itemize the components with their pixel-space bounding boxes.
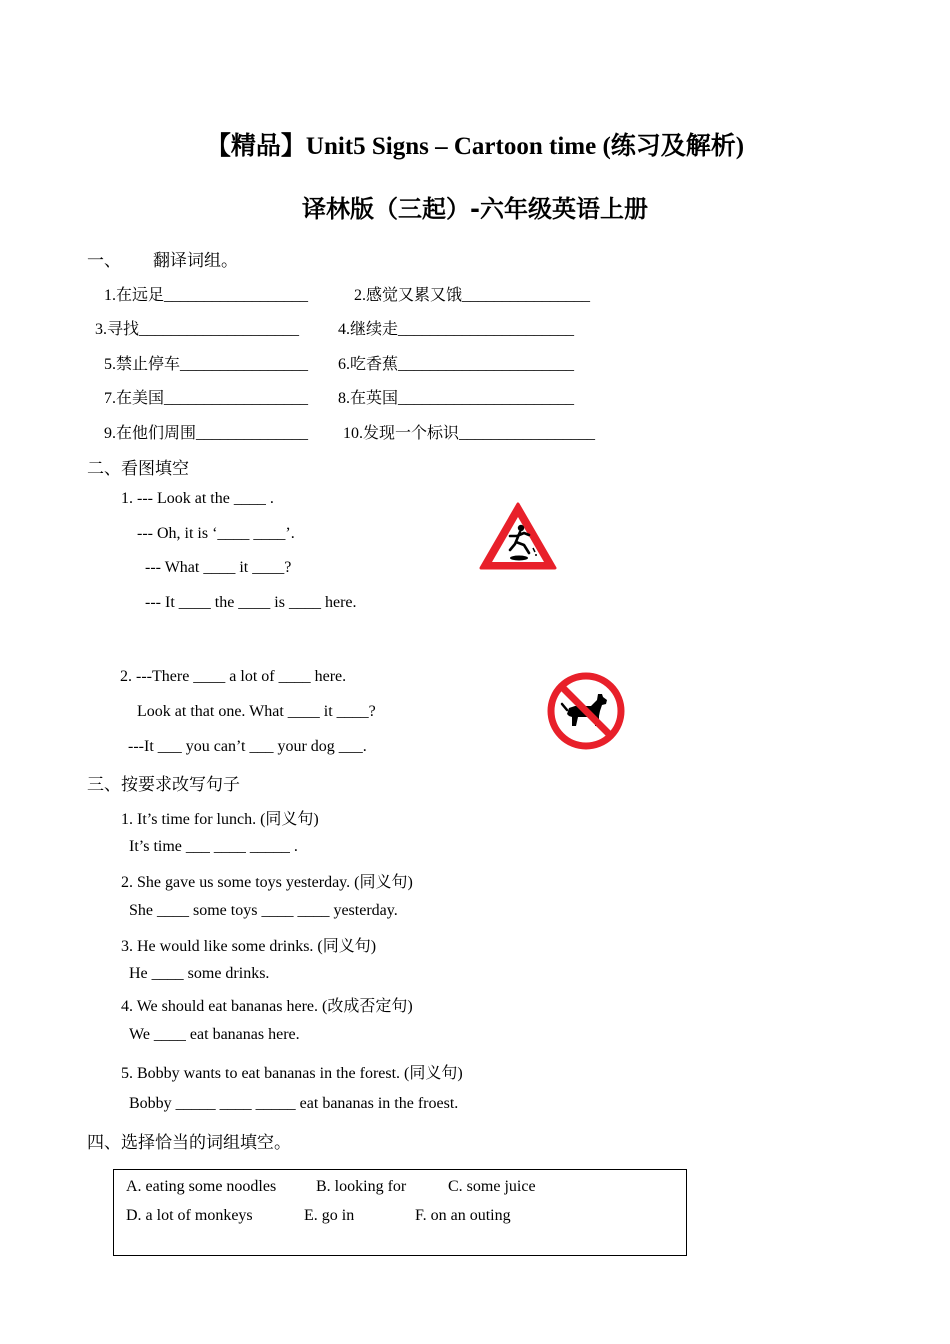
option-c: C. some juice — [448, 1178, 536, 1195]
rewrite-question-5: 5. Bobby wants to eat bananas in the forest. (同义句) — [121, 1065, 463, 1082]
section1-heading: 翻译词组。 — [153, 251, 238, 271]
translate-item-4: 4.继续走______________________ — [338, 321, 575, 338]
rewrite-question-1: 1. It’s time for lunch. (同义句) — [121, 811, 319, 828]
q1-line-3: --- What ____ it ____? — [145, 559, 292, 576]
rewrite-answer-1: It’s time ___ ____ _____ . — [129, 838, 298, 855]
translate-item-10: 10.发现一个标识_________________ — [343, 425, 596, 442]
slippery-warning-sign-icon — [477, 500, 559, 572]
rewrite-question-2: 2. She gave us some toys yesterday. (同义句) — [121, 874, 413, 891]
page-title: 【精品】Unit5 Signs – Cartoon time (练习及解析) — [205, 133, 745, 160]
q1-line-4: --- It ____ the ____ is ____ here. — [145, 594, 357, 611]
rewrite-question-3: 3. He would like some drinks. (同义句) — [121, 938, 377, 955]
rewrite-answer-2: She ____ some toys ____ ____ yesterday. — [129, 902, 398, 919]
translate-item-8: 8.在英国______________________ — [338, 390, 575, 407]
translate-item-9: 9.在他们周围______________ — [104, 425, 309, 442]
rewrite-answer-4: We ____ eat bananas here. — [129, 1026, 300, 1043]
option-b: B. looking for — [316, 1178, 407, 1195]
q2-line-1: 2. ---There ____ a lot of ____ here. — [120, 668, 347, 685]
options-box — [113, 1169, 687, 1256]
rewrite-question-4: 4. We should eat bananas here. (改成否定句) — [121, 998, 413, 1015]
translate-item-5: 5.禁止停车________________ — [104, 356, 309, 373]
translate-item-1: 1.在远足__________________ — [104, 287, 309, 304]
section2-heading: 二、看图填空 — [87, 459, 189, 479]
translate-item-7: 7.在美国__________________ — [104, 390, 309, 407]
q2-line-3: ---It ___ you can’t ___ your dog ___. — [128, 738, 367, 755]
option-a: A. eating some noodles — [126, 1178, 277, 1195]
rewrite-answer-5: Bobby _____ ____ _____ eat bananas in the froest. — [129, 1095, 459, 1112]
option-d: D. a lot of monkeys — [126, 1207, 253, 1224]
section3-heading: 三、按要求改写句子 — [87, 775, 240, 795]
section1-number: 一、 — [87, 251, 121, 271]
q1-line-1: 1. --- Look at the ____ . — [121, 490, 274, 507]
q2-line-2: Look at that one. What ____ it ____? — [137, 703, 376, 720]
page-subtitle: 译林版（三起）-六年级英语上册 — [302, 195, 648, 223]
no-dogs-sign-icon — [545, 670, 627, 752]
option-f: F. on an outing — [415, 1207, 511, 1224]
option-e: E. go in — [304, 1207, 355, 1224]
translate-item-6: 6.吃香蕉______________________ — [338, 356, 575, 373]
rewrite-answer-3: He ____ some drinks. — [129, 965, 270, 982]
section4-heading: 四、选择恰当的词组填空。 — [87, 1133, 291, 1153]
translate-item-2: 2.感觉又累又饿________________ — [354, 287, 591, 304]
q1-line-2: --- Oh, it is ‘____ ____’. — [137, 525, 295, 542]
translate-item-3: 3.寻找____________________ — [95, 321, 300, 338]
